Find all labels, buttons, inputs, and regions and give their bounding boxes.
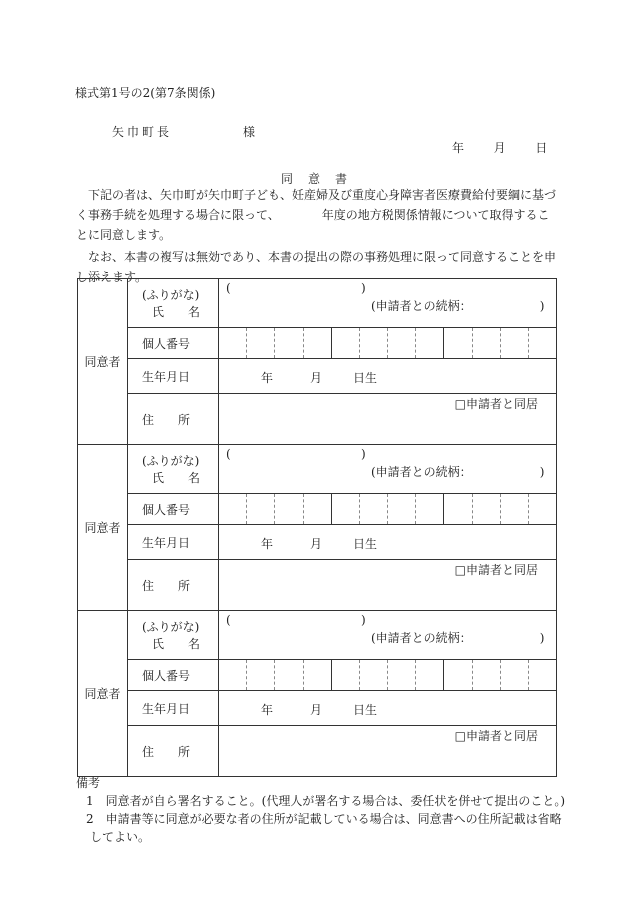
id-number-field[interactable] bbox=[219, 494, 557, 525]
birth-year: 年 bbox=[261, 703, 274, 717]
furigana-paren-open: ( bbox=[226, 613, 231, 627]
name-label: 氏 名 bbox=[152, 305, 201, 319]
address-field[interactable] bbox=[219, 394, 557, 445]
furigana-label: (ふりがな) bbox=[142, 288, 200, 302]
note-item-2: 2 申請書等に同意が必要な者の住所が記載している場合は、同意書への住所記載は省略してよい。 bbox=[86, 812, 562, 844]
date-day: 日 bbox=[535, 141, 548, 155]
name-label-cell bbox=[128, 611, 219, 660]
furigana-paren-open: ( bbox=[226, 447, 231, 461]
date-year: 年 bbox=[452, 141, 465, 155]
name-label: 氏 名 bbox=[152, 471, 201, 485]
furigana-label: (ふりがな) bbox=[142, 620, 200, 634]
birth-field[interactable] bbox=[219, 525, 557, 560]
name-label-cell bbox=[128, 279, 219, 328]
consenter-label: 同意者 bbox=[78, 279, 128, 445]
honorific: 様 bbox=[243, 125, 256, 139]
birth-field[interactable] bbox=[219, 691, 557, 726]
birth-day: 日生 bbox=[353, 703, 378, 717]
document-title: 同意書 bbox=[281, 172, 363, 186]
notes-heading: 備考 bbox=[76, 776, 101, 790]
id-number-field[interactable] bbox=[219, 328, 557, 359]
furigana-paren-close: ) bbox=[361, 613, 366, 627]
furigana-label: (ふりがな) bbox=[142, 454, 200, 468]
name-label: 氏 名 bbox=[152, 637, 201, 651]
address-field[interactable] bbox=[219, 726, 557, 777]
birth-label: 生年月日 bbox=[128, 691, 219, 726]
relation-label: (申請者との続柄： ) bbox=[371, 631, 545, 645]
birth-month: 月 bbox=[310, 703, 323, 717]
name-field[interactable] bbox=[219, 611, 557, 660]
address-field[interactable] bbox=[219, 560, 557, 611]
furigana-paren-close: ) bbox=[361, 447, 366, 461]
id-label: 個人番号 bbox=[128, 494, 219, 525]
birth-day: 日生 bbox=[353, 371, 378, 385]
birth-month: 月 bbox=[310, 371, 323, 385]
cohabit-checkbox[interactable]: □申請者と同居 bbox=[454, 729, 538, 743]
furigana-paren-close: ) bbox=[361, 281, 366, 295]
birth-label: 生年月日 bbox=[128, 525, 219, 560]
consent-paragraph: 下記の者は、矢巾町が矢巾町子ども、妊産婦及び重度心身障害者医療費給付要綱に基づく事務手続を処理する場合に限って、 年度の地方税関係情報について取得することに同意します。 bbox=[76, 188, 557, 242]
name-field[interactable] bbox=[219, 445, 557, 494]
notes-section bbox=[76, 774, 566, 846]
cohabit-checkbox[interactable]: □申請者と同居 bbox=[454, 397, 538, 411]
consenter-label: 同意者 bbox=[78, 445, 128, 611]
relation-label: (申請者との続柄： ) bbox=[371, 465, 545, 479]
birth-label: 生年月日 bbox=[128, 359, 219, 394]
furigana-paren-open: ( bbox=[226, 281, 231, 295]
address-label: 住 所 bbox=[128, 726, 219, 777]
notice-paragraph: なお、本書の複写は無効であり、本書の提出の際の事務処理に限って同意することを申し添えます。 bbox=[76, 250, 557, 284]
birth-month: 月 bbox=[310, 537, 323, 551]
id-label: 個人番号 bbox=[128, 328, 219, 359]
address-label: 住 所 bbox=[128, 394, 219, 445]
cohabit-checkbox[interactable]: □申請者と同居 bbox=[454, 563, 538, 577]
relation-label: (申請者との続柄： ) bbox=[371, 299, 545, 313]
name-field[interactable] bbox=[219, 279, 557, 328]
birth-year: 年 bbox=[261, 371, 274, 385]
form-id: 様式第1号の2(第7条関係) bbox=[75, 86, 216, 100]
date-line bbox=[452, 139, 547, 156]
birth-year: 年 bbox=[261, 537, 274, 551]
address-label: 住 所 bbox=[128, 560, 219, 611]
name-label-cell bbox=[128, 445, 219, 494]
id-label: 個人番号 bbox=[128, 660, 219, 691]
birth-day: 日生 bbox=[353, 537, 378, 551]
date-month: 月 bbox=[493, 141, 506, 155]
consenter-table bbox=[77, 278, 557, 777]
birth-field[interactable] bbox=[219, 359, 557, 394]
consenter-label: 同意者 bbox=[78, 611, 128, 777]
note-item-1: 1 同意者が自ら署名すること。(代理人が署名する場合は、委任状を併せて提出のこと。) bbox=[86, 794, 566, 808]
id-number-field[interactable] bbox=[219, 660, 557, 691]
addressee: 矢巾町長 bbox=[112, 125, 173, 139]
